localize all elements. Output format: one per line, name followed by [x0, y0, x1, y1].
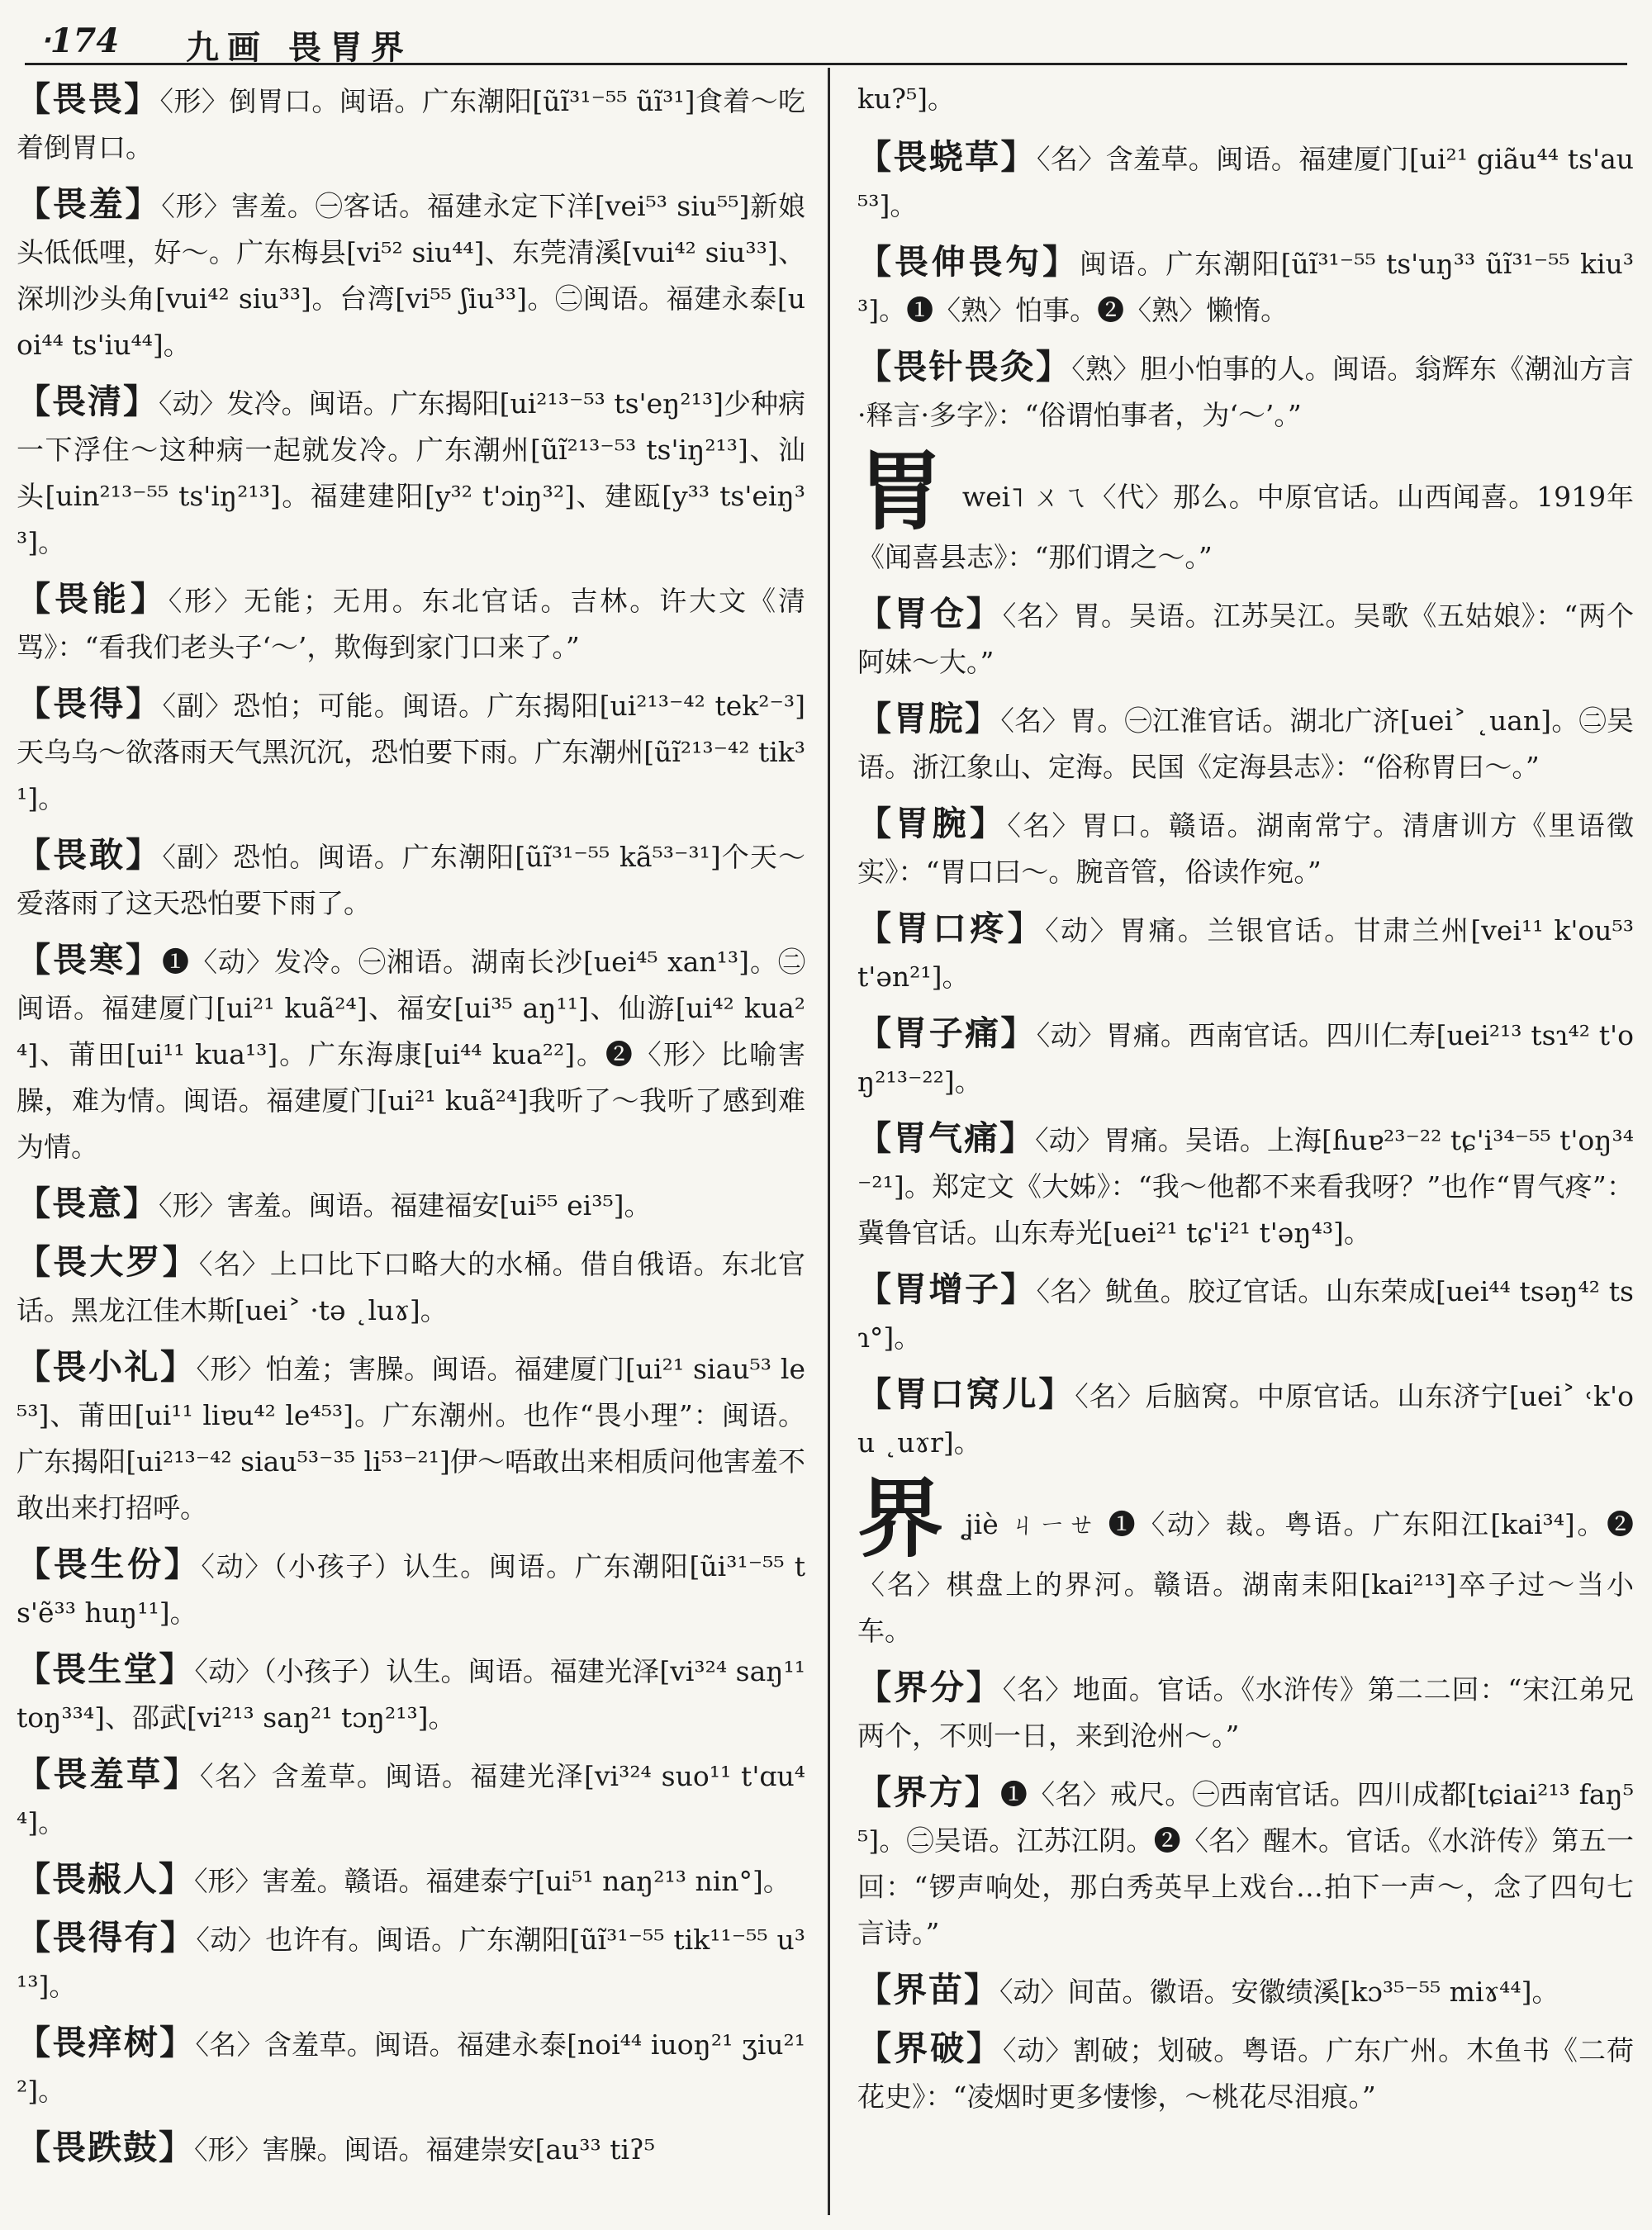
entry-headword: 【胃口窝儿】 [857, 1374, 1075, 1414]
entry-headword: 【胃增子】 [857, 1269, 1037, 1309]
entry-headword: 【胃气痛】 [857, 1118, 1036, 1158]
column-divider [828, 68, 830, 2215]
entry-headword: 【畏跌鼓】 [17, 2128, 194, 2167]
entry-definition: 〈形〉无能；无用。东北官话。吉林。许大文《清骂》：“看我们老头子‘～’，欺侮到家门口来了。” [17, 585, 806, 663]
entry-definition: 〈名〉地面。官话。《水浒传》第二二回：“宋江弟兄两个，不则一日，来到沧州～。” [857, 1673, 1635, 1752]
dictionary-entry [857, 1266, 1634, 1361]
dictionary-entry [857, 1967, 1634, 2015]
entry-definition: 〈形〉怕羞；害臊。闽语。福建厦门[ui²¹ siau⁵³ le⁵³]、莆田[ui¹¹ liɐu⁴² le⁴⁵³]。广东潮州。也作“畏小理”：闽语。广东揭阳[ui²¹³⁻⁴² siau⁵³⁻³⁵ li⁵³⁻²¹]伊～唔敢出来相质问他害羞不敢出来打招呼。 [17, 1353, 806, 1524]
entry-definition: 闽语。广东潮阳[ũĩ³¹⁻⁵⁵ ts'uŋ³³ ũĩ³¹⁻⁵⁵ kiu³³]。❶〈熟〉怕事。❷〈熟〉懒惰。 [857, 248, 1634, 326]
dictionary-entry [857, 344, 1634, 439]
dictionary-entry [857, 239, 1634, 334]
entry-definition: 〈动〉胃痛。西南官话。四川仁寿[uei²¹³ tsɿ⁴² t'oŋ²¹³⁻²²]。 [857, 1019, 1635, 1098]
head-character: 胃 [857, 440, 944, 542]
entry-definition: 〈动〉发冷。闽语。广东揭阳[ui²¹³⁻⁵³ ts'eŋ²¹³]少种病一下浮住～这种病一起就发冷。广东潮州[ũĩ²¹³⁻⁵³ ts'iŋ²¹³]、汕头[uin²¹³⁻⁵⁵ ts'iŋ²¹³]。福建建阳[y³² t'ɔiŋ³²]、建瓯[y³³ ts'eiŋ³³]。 [17, 387, 805, 558]
dictionary-entry [857, 1010, 1634, 1105]
entry-definition: 〈副〉恐怕；可能。闽语。广东揭阳[ui²¹³⁻⁴² tek²⁻³]天乌乌～欲落雨天气黑沉沉，恐怕要下雨。广东潮州[ũĩ²¹³⁻⁴² tik³¹]。 [17, 690, 806, 814]
dictionary-entry [17, 2019, 805, 2114]
entry-headword: 【胃口疼】 [857, 909, 1046, 948]
entry-headword: 【畏痒树】 [17, 2023, 196, 2062]
dictionary-entry [17, 1856, 805, 1905]
entry-definition: 〈名〉胃口。赣语。湖南常宁。清唐训方《里语徵实》：“胃口曰～。腕音管，俗读作宛。” [857, 809, 1635, 888]
entry-headword: 【胃腕】 [857, 804, 1008, 843]
entry-headword: 【界破】 [857, 2028, 1003, 2068]
entry-definition: 〈形〉害羞。闽语。福建福安[ui⁵⁵ ei³⁵]。 [159, 1189, 652, 1222]
entry-definition: 〈名〉鱿鱼。胶辽官话。山东荣成[uei⁴⁴ tsəŋ⁴² tsɿ°]。 [857, 1275, 1634, 1354]
entry-headword: 【畏羞】 [17, 184, 162, 224]
entry-definition: ❶〈动〉发冷。㊀湘语。湖南长沙[uei⁴⁵ xan¹³]。㊁闽语。福建厦门[ui²¹ kuã²⁴]、福安[ui³⁵ aŋ¹¹]、仙游[ui⁴² kua²⁴]、莆田[ui¹¹ kua¹³]。广东海康[ui⁴⁴ kua²²]。❷〈形〉比喻害臊，难为情。闽语。福建厦门[ui²¹ kuã²⁴]我听了～我听了感到难为情。 [17, 946, 806, 1163]
dictionary-entry [857, 591, 1634, 686]
page-header [25, 15, 1627, 65]
dictionary-entry [17, 1239, 805, 1334]
entry-definition: ❶〈名〉戒尺。㊀西南官话。四川成都[tɕiai²¹³ faŋ⁵⁵]。㊁吴语。江苏江阴。❷〈名〉醒木。官话。《水浒传》第五一回：“锣声响处，那白秀英早上戏台…拍下一声～，念了四句七言诗。” [857, 1778, 1634, 1949]
entry-headword: 【畏针畏灸】 [857, 347, 1072, 387]
dictionary-entry [857, 1371, 1634, 1466]
continued-text: ku?⁵]。 [857, 83, 956, 115]
entry-definition: wei˥ ㄨㄟ〈代〉那么。中原官话。山西闻喜。1919年《闻喜县志》：“那们谓之～。” [857, 481, 1634, 573]
head-character-entry [857, 440, 1634, 581]
right-column [857, 76, 1634, 2130]
entry-definition: 〈动〉（小孩子）认生。闽语。广东潮阳[ũi³¹⁻⁵⁵ ts'ẽ³³ huŋ¹¹]。 [17, 1550, 805, 1629]
dictionary-entry [857, 800, 1634, 895]
entry-definition: 〈动〉胃痛。吴语。上海[ɦuɐ²³⁻²² tɕ'i³⁴⁻⁵⁵ t'oŋ³⁴⁻²¹]。郑定文《大姊》：“我～他都不来看我呀？”也作“胃气疼”：冀鲁官话。山东寿光[uei²¹ tɕ'i²¹ t'əŋ⁴³]。 [857, 1124, 1634, 1249]
dictionary-entry [857, 1664, 1634, 1759]
dictionary-entry [17, 1751, 805, 1846]
dictionary-entry [17, 1646, 805, 1741]
entry-headword: 【畏大罗】 [17, 1242, 199, 1282]
entry-definition: 〈熟〉胆小怕事的人。闽语。翁辉东《潮汕方言·释言·多字》：“俗谓怕事者，为‘～’。” [857, 353, 1635, 431]
entry-definition: 〈动〉胃痛。兰银官话。甘肃兰州[vei¹¹ k'ou⁵³ t'ən²¹]。 [857, 914, 1634, 993]
page-number: ‧174 [40, 21, 120, 60]
left-column [17, 76, 805, 2183]
dictionary-entry [17, 681, 805, 822]
entry-definition: 〈副〉恐怕。闽语。广东潮阳[ũĩ³¹⁻⁵⁵ kã⁵³⁻³¹]个天～爱落雨了这天恐怕要下雨了。 [17, 841, 806, 919]
entry-headword: 【界分】 [857, 1668, 1003, 1707]
head-character: 界 [857, 1468, 946, 1569]
entry-definition: 〈名〉胃。吴语。江苏吴江。吴歌《五姑娘》：“两个阿妹～大。” [857, 600, 1635, 678]
entry-headword: 【畏敢】 [17, 835, 163, 875]
entry-headword: 【胃脘】 [857, 699, 1001, 738]
entry-definition: 〈形〉害羞。赣语。福建泰宁[ui⁵¹ naŋ²¹³ nin°]。 [194, 1865, 790, 1897]
entry-headword: 【畏能】 [17, 579, 169, 619]
entry-definition: 〈动〉（小孩子）认生。闽语。福建光泽[vi³²⁴ saŋ¹¹ toŋ³³⁴]、邵武[vi²¹³ saŋ²¹ tɔŋ²¹³]。 [17, 1655, 806, 1734]
entry-definition: 〈名〉后脑窝。中原官话。山东济宁[uei˃ ˓k'ou ˛uɤr]。 [857, 1380, 1634, 1459]
entry-headword: 【胃仓】 [857, 594, 1003, 633]
dictionary-entry [857, 134, 1634, 229]
dictionary-entry [17, 1914, 805, 2009]
dictionary-entry [857, 2025, 1634, 2120]
dictionary-entry [17, 2124, 805, 2173]
dictionary-entry [17, 181, 805, 368]
entry-headword: 【畏小礼】 [17, 1347, 197, 1387]
entry-headword: 【畏得】 [17, 684, 163, 724]
head-character-entry [857, 1468, 1634, 1654]
entry-definition: 〈名〉含羞草。闽语。福建厦门[ui²¹ giãu⁴⁴ ts'au⁵³]。 [857, 143, 1634, 221]
entry-headword: 【畏寒】 [17, 940, 162, 980]
dictionary-entry [17, 576, 805, 671]
entry-definition: 〈动〉间苗。徽语。安徽绩溪[kɔ³⁵⁻⁵⁵ miɤ⁴⁴]。 [999, 1976, 1559, 2008]
entry-definition: 〈形〉害臊。闽语。福建崇安[au³³ tiʔ⁵ [194, 2133, 655, 2166]
dictionary-entry [17, 76, 805, 171]
entry-definition: 〈名〉含羞草。闽语。福建永泰[noi⁴⁴ iuoŋ²¹ ʒiu²¹²]。 [17, 2028, 805, 2107]
entry-headword: 【畏生份】 [17, 1544, 202, 1584]
dictionary-entry [857, 695, 1634, 790]
entry-definition: 〈名〉胃。㊀江淮官话。湖北广济[uei˃ ˛uan]。㊁吴语。浙江象山、定海。民国《定海县志》：“俗称胃曰～。” [857, 705, 1635, 783]
dictionary-entry [17, 832, 805, 927]
dictionary-entry [17, 1180, 805, 1229]
entry-headword: 【畏意】 [17, 1184, 159, 1223]
entry-definition: 〈动〉也许有。闽语。广东潮阳[ũĩ³¹⁻⁵⁵ tik¹¹⁻⁵⁵ u³¹³]。 [17, 1924, 806, 2002]
dictionary-entry [857, 1769, 1634, 1957]
dictionary-entry [857, 1115, 1634, 1256]
entry-definition: 〈名〉上口比下口略大的水桶。借自俄语。东北官话。黑龙江佳木斯[uei˃ ·tə ˛luɤ]。 [17, 1248, 806, 1326]
entry-headword: 【畏伸畏勼】 [857, 242, 1080, 282]
running-title: 九画 畏胃界 [186, 28, 412, 67]
entry-definition: 〈形〉害羞。㊀客话。福建永定下洋[vei⁵³ siu⁵⁵]新娘头低低哩，好～。广东梅县[vi⁵² siu⁴⁴]、东莞清溪[vui⁴² siu³³]、深圳沙头角[vui⁴² siu³³]。台湾[vi⁵⁵ ʃiu³³]。㊁闽语。福建永泰[uoi⁴⁴ ts'iu⁴⁴]。 [17, 190, 806, 361]
entry-headword: 【界苗】 [857, 1970, 999, 2009]
entry-definition: 〈动〉割破；划破。粤语。广东广州。木鱼书《二荷花史》：“凌烟时更多悽惨，～桃花尽泪痕。” [857, 2034, 1635, 2113]
entry-definition: 〈名〉含羞草。闽语。福建光泽[vi³²⁴ suo¹¹ t'ɑu⁴⁴]。 [17, 1760, 805, 1839]
entry-headword: 【畏赧人】 [17, 1859, 194, 1899]
entry-headword: 【畏生堂】 [17, 1649, 195, 1689]
dictionary-entry [857, 905, 1634, 1000]
dictionary-entry [17, 937, 805, 1170]
entry-definition: ʝiè ㄐㄧㄝ ❶〈动〉裁。粤语。广东阳江[kai³⁴]。❷〈名〉棋盘上的界河。赣语。湖南耒阳[kai²¹³]卒子过～当小车。 [857, 1508, 1634, 1647]
entry-headword: 【畏蛲草】 [857, 137, 1037, 177]
entry-headword: 【畏羞草】 [17, 1754, 200, 1794]
dictionary-entry [17, 1541, 805, 1636]
entry-headword: 【畏清】 [17, 382, 159, 421]
dictionary-entry [17, 378, 805, 566]
entry-headword: 【胃子痛】 [857, 1013, 1037, 1053]
entry-headword: 【畏得有】 [17, 1918, 197, 1957]
entry-headword: 【界方】 [857, 1772, 1000, 1812]
dictionary-entry [17, 1344, 805, 1531]
entry-definition: 〈形〉倒胃口。闽语。广东潮阳[ũĩ³¹⁻⁵⁵ ũĩ³¹]食着～吃着倒胃口。 [17, 85, 805, 164]
entry-headword: 【畏畏】 [17, 79, 160, 119]
